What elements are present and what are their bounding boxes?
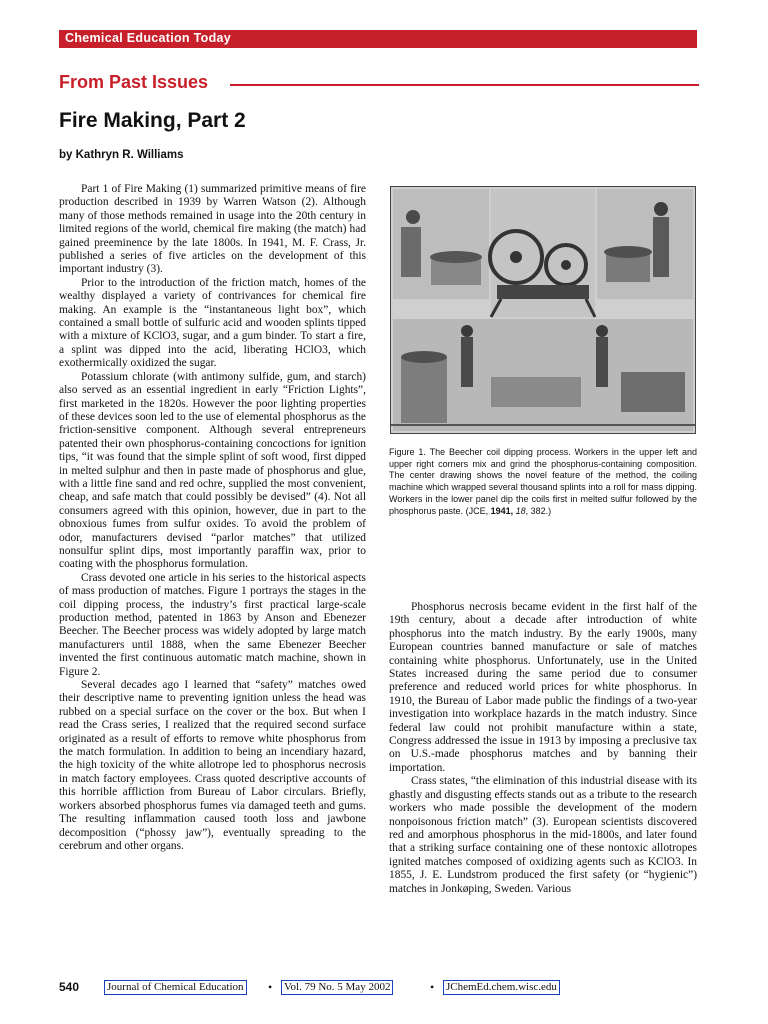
paragraph: Potassium chlorate (with antimony sulfide, gum, and starch) also served as an essential ingredient in early “Friction Lights”, first marketed in the 1820s. However the poor lighting properties of these devices soon led to the use of elemental phosphorus as the friction-sensitive component. Although several entrepreneurs patented their own phosphorus-containing concoctions for ignition tips, “it was found that the simple splint of soft wood, first dipped in melted sulphur and then in paste made of phosphorus and glue, with a little fine sand and red ochre, supplied the most convenient, cheap, and safe match that could possibly be devised” (4). Not all consumers agreed with this opinion, however, due in part to the obnoxious fumes from sulfur oxides. To avoid the problem of odor, manufacturers devised “parlor matches” that utilized nonsulfur splint dips, most importantly paraffin wax, prior to coating with the phosphorus formulation.	[59, 370, 366, 571]
banner-label: Chemical Education Today	[65, 31, 232, 45]
paragraph: Phosphorus necrosis became evident in the first half of the 19th century, about a decade after introduction of white phosphorus into the match industry. By the early 1900s, many European countries banned manufacture or sale of matches containing white phosphorus. Unfortunately, use in the United States increased during the same period due to consumer preference and reduced world prices for white phosphorus. In 1910, the Bureau of Labor made public the findings of a two-year investigation into workplace hazards in the match industry. Since federal law could not prohibit manufacture within a state, Congress addressed the issue in 1913 by imposing a preclusive tax on U.S.-made phosphorus matches and by banning their importation.	[389, 601, 697, 774]
page-footer	[59, 980, 699, 996]
figure-1-image	[390, 186, 696, 434]
paragraph: Prior to the introduction of the friction match, homes of the wealthy displayed a variety of contrivances for chemical fire making. An example is the “instantaneous light box”, which contained a small bottle of sulfuric acid and wooden splints tipped with a mixture of KClO3, sugar, and a gum binder. To start a fire, a splint was dipped into the acid, liberating HClO3, which exothermically oxidized the sugar.	[59, 276, 366, 370]
section-rule	[230, 84, 699, 86]
issue-link[interactable]: Vol. 79 No. 5 May 2002	[281, 980, 393, 995]
separator-bullet: •	[268, 980, 273, 994]
separator-bullet: •	[430, 980, 435, 994]
paragraph: Several decades ago I learned that “safety” matches owed their descriptive name to preventing ignition unless the head was rubbed on a special surface on the cover or the box. But when I read the Crass series, I realized that the required second surface originated as a result of efforts to remove white phosphorus from the match formulation. In addition to being an incendiary hazard, the high toxicity of the white allotrope led to phosphorus necrosis in match factory employees. Crass quoted descriptive accounts of this horrible affliction from Bureau of Labor circulars. Briefly, workers absorbed phosphorus fumes via damaged teeth and gums. The resulting inflammation caused tooth loss and jawbone decomposition (“phossy jaw”), eventually spreading to the cerebrum and other organs.	[59, 679, 366, 852]
engraving-coil-dipping-illustration	[391, 187, 695, 433]
figure-1-caption	[389, 447, 697, 517]
article-title: Fire Making, Part 2	[59, 109, 246, 132]
body-column-right	[389, 601, 697, 896]
paragraph: Crass devoted one article in his series to the historical aspects of mass production of matches. Figure 1 portrays the stages in the coil dipping process, the industry’s first practical large-scale production method, patented in 1863 by Anson and Ebenezer Beecher. The Beecher process was widely adopted by large match manufacturers until 1888, when the same Ebenezer Beecher invented the first continuous automatic match machine, shown in Figure 2.	[59, 571, 366, 678]
journal-section-banner	[59, 30, 697, 48]
caption-citation: (JCE, 1941, 18, 382.)	[465, 505, 552, 516]
page-number: 540	[59, 980, 80, 994]
website-link[interactable]: JChemEd.chem.wisc.edu	[443, 980, 560, 995]
article-byline: by Kathryn R. Williams	[59, 149, 184, 161]
body-column-left	[59, 183, 366, 853]
section-label: From Past Issues	[59, 72, 209, 92]
paragraph: Part 1 of Fire Making (1) summarized primitive means of fire production described in 1939 by Warren Watson (2). Although many of those methods remained in usage into the 20th century in limited regions of the world, chemical fire making (the match) had gained preeminence by the late 1800s. In 1941, M. F. Crass, Jr. published a series of five articles on the development of this important industry (3).	[59, 183, 366, 276]
paragraph: Crass states, “the elimination of this industrial disease with its ghastly and disgusting effects stands out as a tribute to the research workers who made possible the development of the modern nonpoisonous friction match” (3). European scientists discovered red and amorphous phosphorus in the mid-1800s, and later found that a striking surface containing one of these nontoxic allotropes ignited matches composed of oxidizing agents such as KClO3. In 1855, J. E. Lundstrom produced the first safety (or “hygienic”) matches in Jonkøping, Sweden. Various	[389, 775, 697, 895]
section-heading	[59, 72, 699, 98]
caption-text: Figure 1. The Beecher coil dipping process. Workers in the upper left and upper right corners mix and grind the phosphorus-containing composition. The center drawing shows the novel feature of the method, the coiling machine which wrapped several thousand splints into a roll for mass dipping. Workers in the lower panel dip the coils first in melted sulfur followed by the phosphorus paste.	[389, 447, 697, 516]
journal-link[interactable]: Journal of Chemical Education	[104, 980, 247, 995]
